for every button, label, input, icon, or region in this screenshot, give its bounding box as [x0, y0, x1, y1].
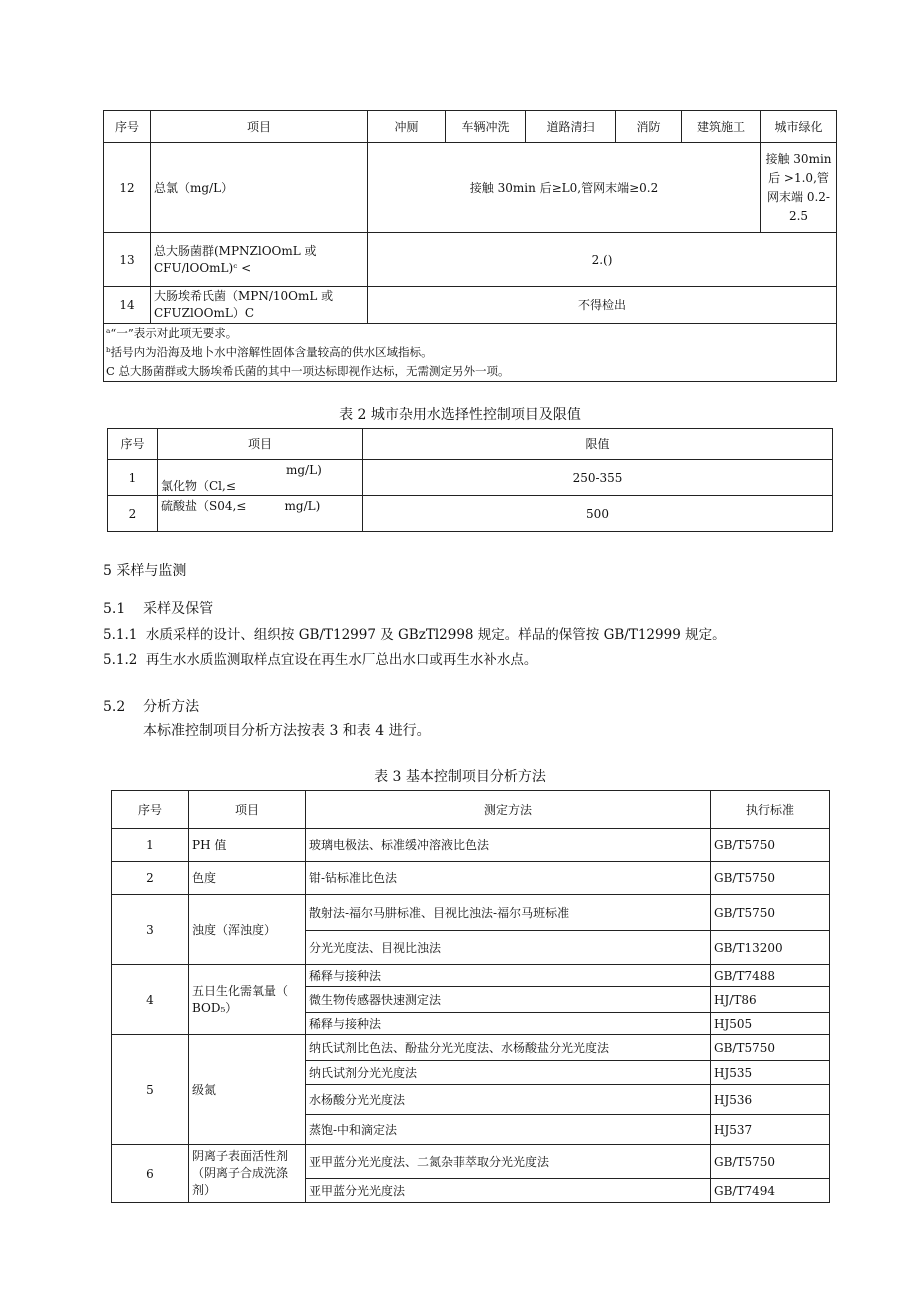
- section-5-1: 5.1 采样及保管: [103, 601, 214, 617]
- row-item: [158, 460, 363, 496]
- table3: [111, 790, 830, 1203]
- row-method: 水杨酸分光光度法: [306, 1085, 711, 1115]
- row-item: 色度: [189, 862, 306, 895]
- row-method: 蒸饱-中和滴定法: [306, 1115, 711, 1145]
- table1-header-cell: 序号: [104, 111, 151, 143]
- row-no: 3: [112, 895, 189, 965]
- row-item: 阴离子表面活性剂（阴离子合成洗涤剂）: [189, 1145, 306, 1203]
- row-item: 大肠埃希氏菌（MPN/10OmL 或 CFUZlOOmL）C: [151, 287, 368, 324]
- row-item: 五日生化需氧量（ BOD₅）: [189, 965, 306, 1035]
- table1-header-row: [104, 111, 837, 143]
- note-c: C 总大肠菌群或大肠埃希氏菌的其中一项达标即视作达标，无需测定另外一项。: [106, 364, 510, 378]
- table2-header-cell: 项目: [158, 429, 363, 460]
- row-no: 2: [112, 862, 189, 895]
- table1-notes: [104, 324, 837, 382]
- row-item: 总氯（mg/L）: [151, 143, 368, 233]
- row-value: 不得检出: [368, 287, 837, 324]
- row-item: 硫酸盐（S04,≤ mg/L): [158, 496, 363, 532]
- row-standard: GB/T5750: [711, 829, 830, 862]
- row-method: 亚甲蓝分光光度法、二氮杂菲萃取分光光度法: [306, 1145, 711, 1179]
- table3-header-cell: 序号: [112, 791, 189, 829]
- row-method: 稀释与接种法: [306, 1013, 711, 1035]
- table-row: [112, 965, 830, 987]
- row-standard: GB/T5750: [711, 895, 830, 931]
- table-row: [112, 1145, 830, 1179]
- table-row: [108, 496, 833, 532]
- row-method: 微生物传感器快速测定法: [306, 987, 711, 1013]
- row-value: 250-355: [363, 460, 833, 496]
- row-standard: HJ536: [711, 1085, 830, 1115]
- row-no: 2: [108, 496, 158, 532]
- row-method: 纳氏试剂比色法、酚盐分光光度法、水杨酸盐分光光度法: [306, 1035, 711, 1061]
- row-method: 分光光度法、目视比浊法: [306, 931, 711, 965]
- table1-header-cell: 道路清扫: [526, 111, 616, 143]
- row-method: 纳氏试剂分光光度法: [306, 1061, 711, 1085]
- row-item: 级氮: [189, 1035, 306, 1145]
- table3-header-cell: 执行标准: [711, 791, 830, 829]
- table1-header-cell: 消防: [616, 111, 682, 143]
- row-no: 14: [104, 287, 151, 324]
- row-standard: GB/T7494: [711, 1179, 830, 1203]
- row-method: 稀释与接种法: [306, 965, 711, 987]
- row-standard: GB/T5750: [711, 862, 830, 895]
- table-row: [104, 143, 837, 233]
- note-b: ᵇ括号内为沿海及地卜水中溶解性固体含量较高的供水区域指标。: [106, 345, 433, 359]
- table3-header-row: [112, 791, 830, 829]
- row-no: 4: [112, 965, 189, 1035]
- row-item: PH 值: [189, 829, 306, 862]
- row-standard: HJ537: [711, 1115, 830, 1145]
- table1-header-cell: 项目: [151, 111, 368, 143]
- row-item-top: mg/L): [286, 462, 322, 477]
- table1-header-cell: 城市绿化: [761, 111, 837, 143]
- row-method: 钳-钻标准比色法: [306, 862, 711, 895]
- table-row: [108, 460, 833, 496]
- row-method: 亚甲蓝分光光度法: [306, 1179, 711, 1203]
- table2-header-cell: 限值: [363, 429, 833, 460]
- row-method: 玻璃电极法、标准缓冲溶液比色法: [306, 829, 711, 862]
- row-item: 总大肠菌群(MPNZlOOmL 或 CFU/lOOmL)ᶜ <: [151, 233, 368, 287]
- row-value: 接触 30min 后≥L0,管网末端≥0.2: [368, 143, 761, 233]
- section-5-2: 5.2 分析方法: [103, 699, 200, 715]
- row-value-green: 接触 30min 后 >1.0,管网末端 0.2-2.5: [761, 143, 837, 233]
- row-standard: GB/T13200: [711, 931, 830, 965]
- row-standard: GB/T5750: [711, 1145, 830, 1179]
- table1-header-cell: 车辆冲洗: [446, 111, 526, 143]
- table1-notes-row: [104, 324, 837, 382]
- row-standard: HJ505: [711, 1013, 830, 1035]
- row-value: 500: [363, 496, 833, 532]
- row-standard: HJ535: [711, 1061, 830, 1085]
- table-row: [104, 233, 837, 287]
- section-title: 5 采样与监测: [103, 563, 187, 579]
- row-item-bottom: 氯化物（Cl,≤: [161, 478, 236, 493]
- table-row: [104, 287, 837, 324]
- note-a: ᵃ“一”表示对此项无要求。: [106, 326, 238, 340]
- table-row: [112, 895, 830, 931]
- row-item: 浊度（浑浊度）: [189, 895, 306, 965]
- table-row: [112, 829, 830, 862]
- row-standard: GB/T5750: [711, 1035, 830, 1061]
- row-method: 散射法-福尔马肼标准、目视比浊法-福尔马班标准: [306, 895, 711, 931]
- table2-header-cell: 序号: [108, 429, 158, 460]
- row-no: 5: [112, 1035, 189, 1145]
- table-row: [112, 1035, 830, 1061]
- table-row: [112, 862, 830, 895]
- section-5-2-text: 本标准控制项目分析方法按表 3 和表 4 进行。: [143, 723, 431, 739]
- row-standard: HJ/T86: [711, 987, 830, 1013]
- table3-caption: 表 3 基本控制项目分析方法: [374, 769, 546, 785]
- table3-header-cell: 测定方法: [306, 791, 711, 829]
- row-no: 13: [104, 233, 151, 287]
- table2-header-row: [108, 429, 833, 460]
- table1-header-cell: 建筑施工: [682, 111, 761, 143]
- row-value: 2.(): [368, 233, 837, 287]
- row-no: 12: [104, 143, 151, 233]
- row-no: 6: [112, 1145, 189, 1203]
- table1-header-cell: 冲厕: [368, 111, 446, 143]
- section-5-1-1: 5.1.1 水质采样的设计、组织按 GB/T12997 及 GBzTl2998 规定。样品的保管按 GB/T12999 规定。: [103, 627, 726, 643]
- table1: [103, 110, 837, 382]
- row-no: 1: [108, 460, 158, 496]
- table3-header-cell: 项目: [189, 791, 306, 829]
- table2-caption: 表 2 城市杂用水选择性控制项目及限值: [339, 407, 581, 423]
- section-5-1-2: 5.1.2 再生水水质监测取样点宜设在再生水厂总出水口或再生水补水点。: [103, 652, 538, 668]
- table2: [107, 428, 833, 532]
- row-no: 1: [112, 829, 189, 862]
- row-standard: GB/T7488: [711, 965, 830, 987]
